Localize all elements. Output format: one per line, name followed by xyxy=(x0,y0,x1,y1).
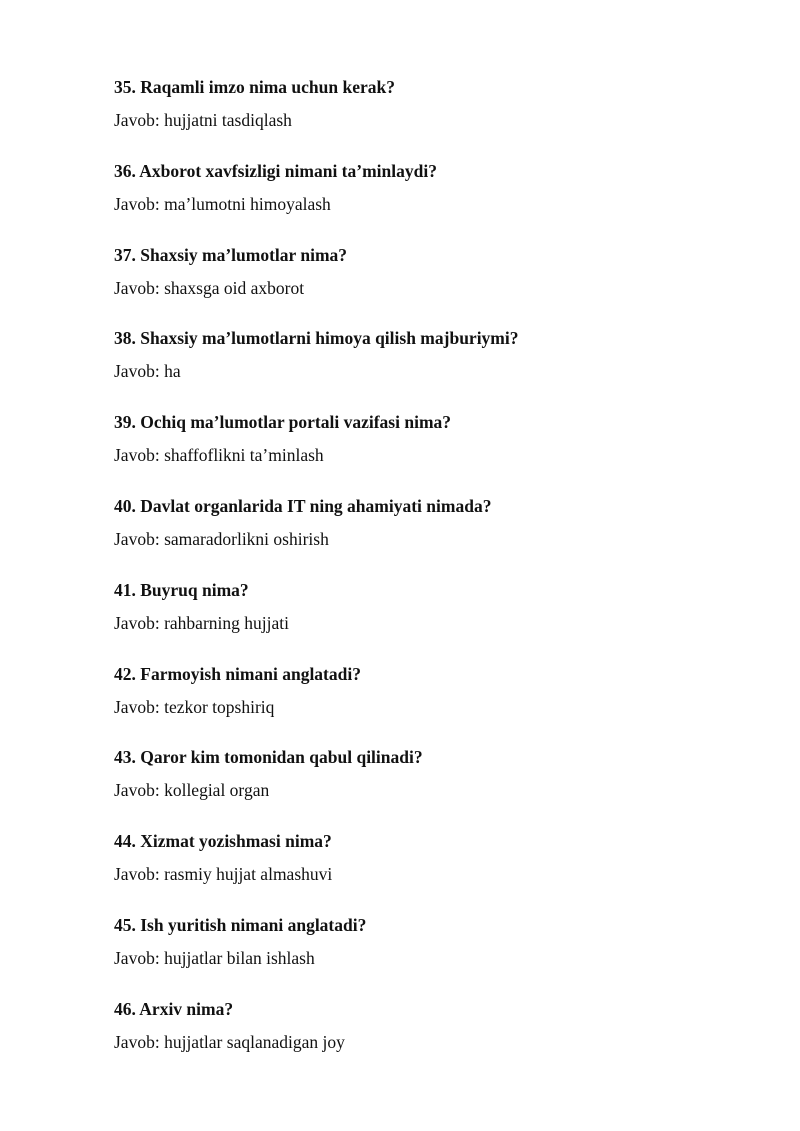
answer-line xyxy=(114,277,734,299)
answer-line xyxy=(114,444,734,466)
answer-prefix: Javob: xyxy=(114,780,160,801)
question-text: 37. Shaxsiy ma’lumotlar nima? xyxy=(114,244,348,265)
question-text: 40. Davlat organlarida IT ning ahamiyati nimada? xyxy=(114,495,492,516)
question-text: 43. Qaror kim tomonidan qabul qilinadi? xyxy=(114,747,423,768)
answer-prefix: Javob: xyxy=(114,1031,160,1052)
answer-line xyxy=(114,1031,734,1053)
question-text: 45. Ish yuritish nimani anglatadi? xyxy=(114,914,367,935)
answer-prefix: Javob: xyxy=(114,445,160,466)
question-text: 36. Axborot xavfsizligi nimani ta’minlaydi? xyxy=(114,160,437,181)
answer-text: samaradorlikni oshirish xyxy=(164,528,329,549)
answer-text: rasmiy hujjat almashuvi xyxy=(164,864,333,885)
answer-line xyxy=(114,863,734,885)
qa-item xyxy=(114,663,734,747)
question-text: 39. Ochiq ma’lumotlar portali vazifasi nima? xyxy=(114,412,452,433)
answer-prefix: Javob: xyxy=(114,612,160,633)
question-text: 38. Shaxsiy ma’lumotlarni himoya qilish majburiymi? xyxy=(114,328,519,349)
question-text: 35. Raqamli imzo nima uchun kerak? xyxy=(114,77,395,97)
question-answer-list xyxy=(114,76,734,1082)
answer-line xyxy=(114,696,734,718)
qa-item xyxy=(114,914,734,998)
answer-line xyxy=(114,779,734,801)
answer-text: ha xyxy=(164,361,181,382)
answer-text: shaffoflikni ta’minlash xyxy=(164,445,324,466)
qa-item xyxy=(114,244,734,328)
qa-item xyxy=(114,160,734,244)
answer-prefix: Javob: xyxy=(114,361,160,382)
answer-line xyxy=(114,109,734,131)
qa-item xyxy=(114,495,734,579)
qa-item xyxy=(114,76,734,160)
question-text: 42. Farmoyish nimani anglatadi? xyxy=(114,663,361,684)
answer-prefix: Javob: xyxy=(114,947,160,968)
answer-line xyxy=(114,360,734,382)
qa-item xyxy=(114,746,734,830)
answer-text: hujjatlar saqlanadigan joy xyxy=(164,1031,345,1052)
answer-text: hujjatni tasdiqlash xyxy=(164,110,292,130)
qa-item xyxy=(114,579,734,663)
answer-text: tezkor topshiriq xyxy=(164,696,275,717)
answer-text: ma’lumotni himoyalash xyxy=(164,193,331,214)
answer-text: kollegial organ xyxy=(164,780,270,801)
qa-item xyxy=(114,830,734,914)
question-text: 44. Xizmat yozishmasi nima? xyxy=(114,831,332,852)
answer-line xyxy=(114,612,734,634)
answer-prefix: Javob: xyxy=(114,193,160,214)
qa-item xyxy=(114,998,734,1082)
answer-line xyxy=(114,193,734,215)
question-text: 41. Buyruq nima? xyxy=(114,579,249,600)
answer-prefix: Javob: xyxy=(114,277,160,298)
answer-text: hujjatlar bilan ishlash xyxy=(164,947,315,968)
question-text: 46. Arxiv nima? xyxy=(114,998,234,1019)
answer-prefix: Javob: xyxy=(114,528,160,549)
answer-prefix: Javob: xyxy=(114,110,160,130)
answer-line xyxy=(114,947,734,969)
answer-prefix: Javob: xyxy=(114,864,160,885)
answer-prefix: Javob: xyxy=(114,696,160,717)
answer-line xyxy=(114,528,734,550)
answer-text: rahbarning hujjati xyxy=(164,612,289,633)
qa-item xyxy=(114,411,734,495)
qa-item xyxy=(114,327,734,411)
answer-text: shaxsga oid axborot xyxy=(164,277,305,298)
